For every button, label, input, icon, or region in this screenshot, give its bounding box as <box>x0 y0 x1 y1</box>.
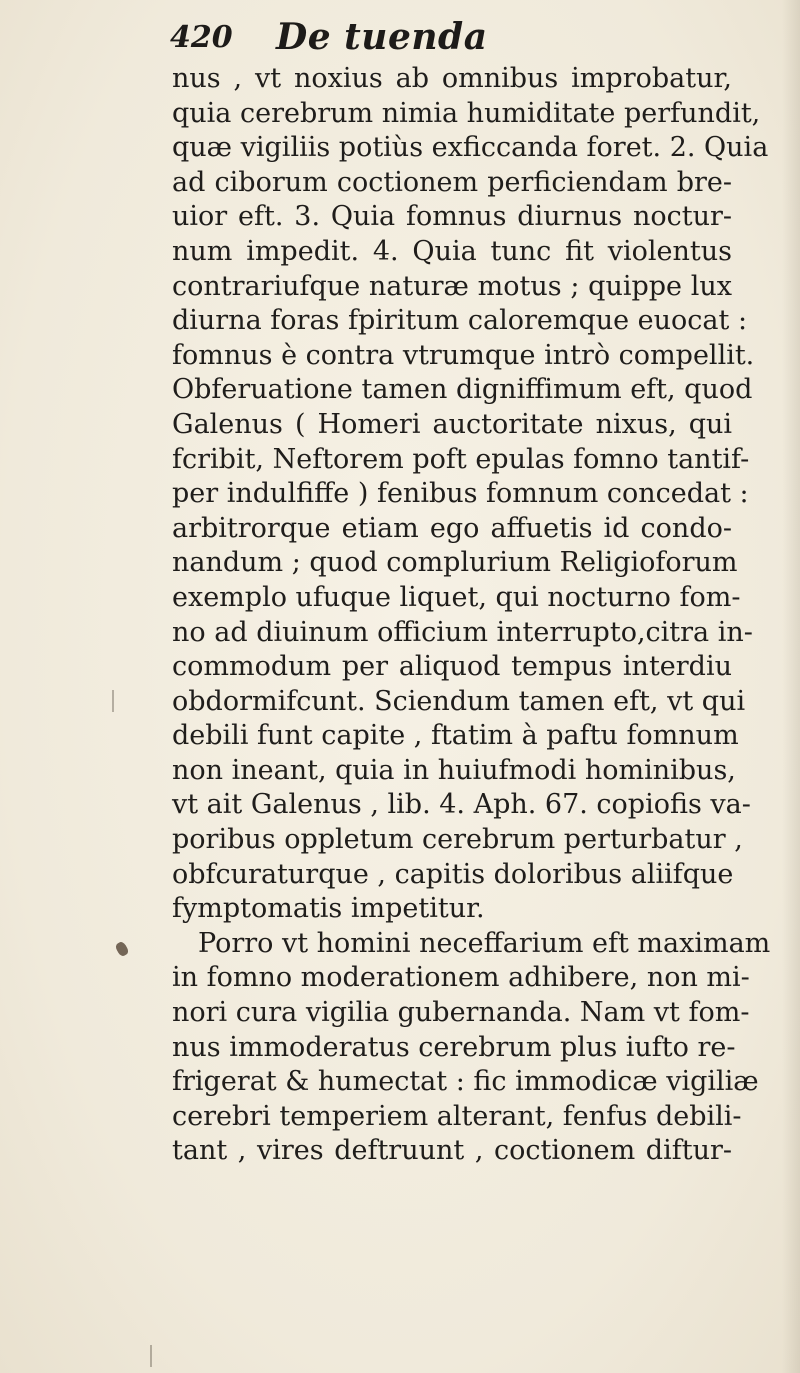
text-line: uior eft. 3. Quia fomnus diurnus noctur- <box>172 201 732 233</box>
text-line: quæ vigiliis potiùs exficcanda foret. 2. Quia <box>172 132 769 164</box>
text-line: vt ait Galenus , lib. 4. Aph. 67. copiofis va- <box>172 789 751 821</box>
text-line: nandum ; quod complurium Religioforum <box>172 547 738 579</box>
text-line: nori cura vigilia gubernanda. Nam vt fom- <box>172 997 750 1029</box>
text-line: exemplo ufuque liquet, qui nocturno fom- <box>172 581 741 613</box>
text-line: no ad diuinum officium interrupto,citra in- <box>172 616 753 648</box>
page-number: 420 <box>170 20 233 55</box>
text-line: fcribit, Neftorem poft epulas fomno tantif- <box>172 443 750 475</box>
text-line: in fomno moderationem adhibere, non mi- <box>172 962 750 994</box>
text-line: quia cerebrum nimia humiditate perfundit, <box>172 97 761 129</box>
running-title: De tuenda <box>276 16 488 58</box>
text-line: poribus oppletum cerebrum perturbatur , <box>172 824 743 856</box>
text-line: debili funt capite , ftatim à paftu fomnum <box>172 720 739 752</box>
text-line: nus immoderatus cerebrum plus iufto re- <box>172 1031 736 1063</box>
text-line: tant , vires deftruunt , coctionem diftur- <box>172 1135 732 1167</box>
text-line: fymptomatis impetitur. <box>172 893 485 925</box>
body-text <box>172 62 771 1169</box>
text-line: obfcuraturque , capitis doloribus aliifque <box>172 858 734 890</box>
text-line: contrariufque naturæ motus ; quippe lux <box>172 270 732 302</box>
paper-mark <box>112 690 114 712</box>
page-header <box>170 14 690 68</box>
text-line: commodum per aliquod tempus interdiu <box>172 651 732 683</box>
text-line: per indulfiffe ) fenibus fomnum concedat : <box>172 478 749 510</box>
paper-mark <box>150 1345 152 1367</box>
text-line: obdormifcunt. Sciendum tamen eft, vt qui <box>172 685 746 717</box>
text-line: Porro vt homini neceffarium eft maximam <box>198 927 771 959</box>
text-line: arbitrorque etiam ego affuetis id condo- <box>172 512 732 544</box>
text-line: frigerat & humectat : fic immodicæ vigiliæ <box>172 1066 759 1098</box>
text-line: cerebri temperiem alterant, fenfus debili- <box>172 1100 742 1132</box>
ink-speck <box>114 940 130 957</box>
text-line: non ineant, quia in huiufmodi hominibus, <box>172 754 736 786</box>
text-line: ad ciborum coctionem perficiendam bre- <box>172 166 732 198</box>
text-line: fomnus è contra vtrumque intrò compellit. <box>172 339 755 371</box>
text-line: nus , vt noxius ab omnibus improbatur, <box>172 63 732 94</box>
text-line: num impedit. 4. Quia tunc fit violentus <box>172 235 732 267</box>
page-edge-shadow <box>782 0 800 1373</box>
text-line: Galenus ( Homeri auctoritate nixus, qui <box>172 408 732 440</box>
text-line: Obferuatione tamen digniffimum eft, quod <box>172 374 753 406</box>
text-line: diurna foras fpiritum caloremque euocat : <box>172 305 748 337</box>
